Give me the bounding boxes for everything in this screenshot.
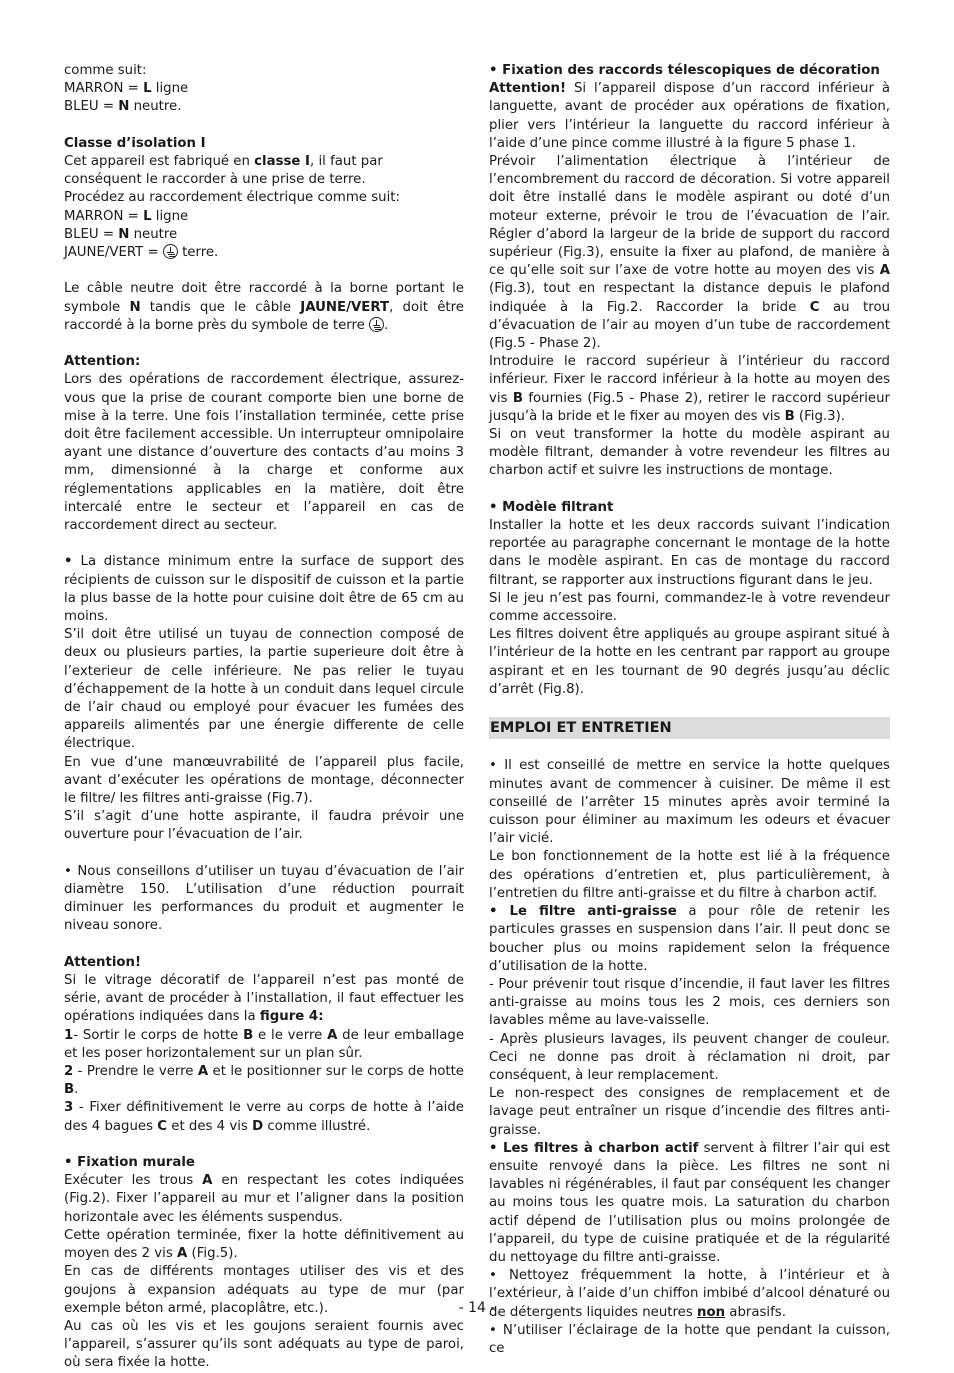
paragraph: S’il s’agit d’une hotte aspirante, il faudra prévoir une ouverture pour l’évacuation de l’air. [64, 809, 464, 843]
paragraph: Le bon fonctionnement de la hotte est lié à la fréquence des opérations d’entretien et, plus particulièrement, à l’entretien du filtre anti-graisse et du filtre à charbon actif. [489, 849, 890, 901]
step-item: 1- Sortir le corps de hotte B e le verre A de leur emballage et les poser horizontalement sur un plan sûr. [64, 1027, 465, 1061]
section-heading: Attention! [64, 954, 142, 970]
left-column [64, 62, 464, 1373]
right-column [489, 62, 890, 1358]
text-line: BLEU = N neutre [64, 226, 178, 242]
paragraph: • Nous conseillons d’utiliser un tuyau d’évacuation de l’air diamètre 150. L’utilisation d’une réduction pourrait diminuer les performances du produit et augmenter le niveau sonore. [64, 863, 464, 934]
paragraph: En vue d’une manœuvrabilité de l’appareil plus facile, avant d’exécuter les opérations de montage, déconnecter le filtre/ les filtres anti-graisse (Fig.7). [64, 754, 464, 807]
text-line: JAUNE/VERT = terre. [64, 245, 219, 261]
paragraph: • La distance minimum entre la surface de support des récipients de cuisson sur le dispositif de cuisson et la partie la plus basse de la hotte pour cuisine doit être de 65 cm au moins. [64, 554, 464, 625]
paragraph: Exécuter les trous A en respectant les cotes indiquées (Fig.2). Fixer l’appareil au mur et l’aligner dans la position horizontale avec les éléments suspendus. [64, 1173, 464, 1225]
paragraph: Les filtres doivent être appliqués au groupe aspirant situé à l’intérieur de la hotte en les centrant par rapport au groupe aspirant et en les tournant de 90 degrés jusqu’au déclic d’arrêt (Fig.8). [489, 627, 890, 697]
paragraph: - Pour prévenir tout risque d’incendie, il faut laver les filtres anti-graisse au moins tous les 2 mois, ces derniers son lavables même au lave-vaisselle. [489, 976, 890, 1029]
paragraph: Si le vitrage décoratif de l’appareil n’est pas monté de série, avant de procéder à l’installation, il faut effectuer les opérations indiquées dans la figure 4: [64, 973, 464, 1025]
paragraph: - Après plusieurs lavages, ils peuvent changer de couleur. Ceci ne donne pas droit à réclamation ni droit, par conséquent, à leur remplacement. [489, 1031, 890, 1083]
paragraph: Le câble neutre doit être raccordé à la borne portant le symbole N tandis que le câble JAUNE/VERT, doit être raccordé à la borne près du symbole de terre . [64, 281, 464, 333]
section-heading: • Fixation des raccords télescopiques de décoration [489, 63, 880, 78]
earth-ground-icon [369, 317, 384, 332]
step-item: 2 - Prendre le verre A et le positionner sur le corps de hotte B. [64, 1064, 464, 1098]
paragraph: • Les filtres à charbon actif servent à filtrer l’air qui est ensuite renvoyé dans la pièce. Les filtres ne sont ni lavables ni régénérables, il faut par conséquent les changer au moins tous les quatre mois. La saturation du charbon actif dépend de l’utilisation plus ou moins prolongée de l’appareil, du type de cuisine pratiquée et de la régularité du nettoyage du filtre anti-graisse. [489, 1140, 890, 1265]
paragraph: Le non-respect des consignes de remplacement et de lavage peut entraîner un risque d’incendie des filtres anti-graisse. [489, 1086, 890, 1138]
section-heading: • Modèle filtrant [489, 499, 614, 515]
paragraph: Introduire le raccord supérieur à l’intérieur du raccord inférieur. Fixer le raccord inférieur à la hotte au moyen des vis B fournies (Fig.5 - Phase 2), retirer le raccord supérieur jusqu’à la bride et le fixer au moyen des vis B (Fig.3). [489, 354, 891, 424]
section-heading: Attention: [64, 354, 141, 370]
paragraph: • Le filtre anti-graisse a pour rôle de retenir les particules grasses en suspension dans l’air. Il peut donc se boucher plus ou moins rapidement selon la fréquence d’utilisation de la hotte. [489, 904, 890, 974]
paragraph: Procédez au raccordement électrique comme suit: [64, 190, 400, 206]
paragraph: Si on veut transformer la hotte du modèle aspirant au modèle filtrant, demander à votre revendeur les filtres au charbon actif et suivre les instructions de montage. [489, 427, 890, 479]
text-line: comme suit: [64, 63, 147, 78]
page-number: - 14 - [458, 1300, 496, 1316]
section-title-bar: EMPLOI ET ENTRETIEN [489, 717, 890, 739]
paragraph: Attention! Si l’appareil dispose d’un raccord inférieur à languette, avant de procéder aux opérations de fixation, plier vers l’intérieur la languette du raccord inférieur à l’aide d’une pince comme illustré à la figure 5 phase 1. [489, 81, 890, 151]
text-line: BLEU = N neutre. [64, 99, 182, 115]
section-heading: Classe d’isolation I [64, 135, 206, 151]
paragraph: Installer la hotte et les deux raccords suivant l’indication reportée au paragraphe concernant le montage de la hotte dans le modèle aspirant. En cas de montage du raccord filtrant, se rapporter aux instructions figurant dans le jeu. [489, 518, 890, 588]
paragraph: Lors des opérations de raccordement électrique, assurez-vous que la prise de courant comporte bien une borne de mise à la terre. Une fois l’installation terminée, cette prise doit être facilement accessible. Un interrupteur omnipolaire ayant une distance d’ouverture des contacts d’au moins 3 mm, dimensionné à la charge et conforme aux réglementations applicables en la matière, doit être intercalé entre le secteur et l’appareil en cas de raccordement direct au secteur. [64, 372, 464, 534]
earth-ground-icon [163, 244, 178, 259]
paragraph: S’il doit être utilisé un tuyau de connection composé de deux ou plusieurs parties, la partie superieure doit être à l’exterieur de celle inférieure. Ne pas relier le tuyau d’échappement de la hotte à un conduit dans lequel circule de l’air chaud ou employé pour évacuer les fumées des appareils alimentés par une énergie differente de celle électrique. [64, 627, 464, 752]
paragraph: • Il est conseillé de mettre en service la hotte quelques minutes avant de commencer à cuisiner. De même il est conseillé de l’arrêter 15 minutes après avoir terminé la cuisson pour éliminer au maximum les odeurs et évacuer l’air vicié. [489, 758, 890, 847]
paragraph: • N’utiliser l’éclairage de la hotte que pendant la cuisson, ce [489, 1322, 890, 1356]
text-line: MARRON = L ligne [64, 81, 189, 97]
paragraph: • Nettoyez fréquemment la hotte, à l’intérieur et à l’extérieur, à l’aide d’un chiffon imbibé d’alcool dénaturé ou de détergents liquides neutres non abrasifs. [489, 1268, 890, 1320]
text-line: MARRON = L ligne [64, 208, 189, 224]
section-heading: • Fixation murale [64, 1155, 195, 1171]
paragraph: Au cas où les vis et les goujons seraient fournis avec l’appareil, s’assurer qu’ils sont adéquats au type de paroi, où sera fixée la hotte. [64, 1318, 464, 1371]
paragraph: Si le jeu n’est pas fourni, commandez-le à votre revendeur comme accessoire. [489, 590, 890, 625]
paragraph: Cet appareil est fabriqué en classe I, il faut par conséquent le raccorder à une prise de terre. [64, 154, 383, 188]
step-item: 3 - Fixer définitivement le verre au corps de hotte à l’aide des 4 bagues C et des 4 vis D comme illustré. [64, 1100, 464, 1134]
paragraph: Prévoir l’alimentation électrique à l’intérieur de l’encombrement du raccord de décoration. Si votre appareil doit être installé dans le modèle aspirant ou doté d’un moteur externe, prévoir le trou de l’évacuation de l’air. Régler d’abord la largeur de la bride de support du raccord supérieur (Fig.3), ensuite la fixer au plafond, de manière à ce qu’elle soit sur l’axe de votre hotte au moyen des vis A (Fig.3), tout en respectant la distance depuis le plafond indiquée à la Fig.2. Raccorder la bride C au trou d’évacuation de l’air au moyen d’un tube de raccordement (Fig.5 - Phase 2). [489, 154, 891, 352]
paragraph: En cas de différents montages utiliser des vis et des goujons à expansion adéquats au type de mur (par exemple béton armé, placoplâtre, etc.). [64, 1264, 464, 1316]
paragraph: Cette opération terminée, fixer la hotte définitivement au moyen des 2 vis A (Fig.5). [64, 1227, 464, 1262]
